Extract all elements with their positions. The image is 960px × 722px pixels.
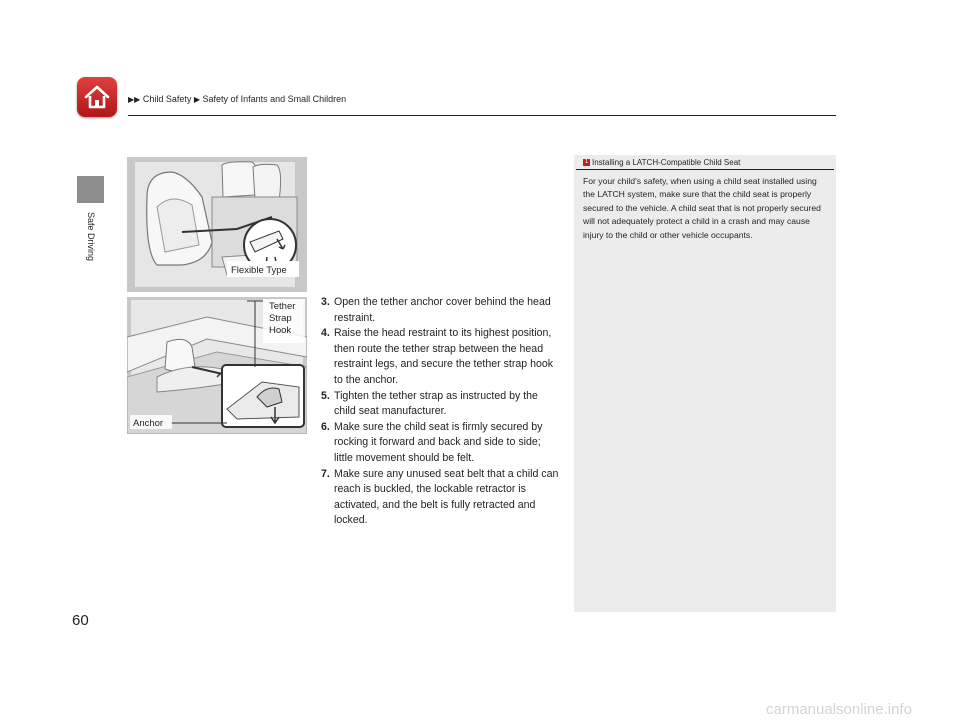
watermark: carmanualsonline.info [766,701,912,718]
section-label [84,212,98,272]
breadcrumb-link-child-safety[interactable]: Child Safety [142,94,192,104]
breadcrumb [128,94,346,104]
tether-strap-hook-label-line2: Strap [269,313,292,324]
step-text: Make sure any unused seat belt that a child can reach is buckled, the lockable retractor is activated, and the belt is fully retracted and locked. [334,467,559,527]
step-number: 3. [321,296,330,308]
home-button[interactable] [77,77,117,117]
step-item [321,326,561,388]
step-number: 7. [321,467,330,480]
note-marker-icon: 1 [584,159,589,166]
step-number: 6. [321,420,330,433]
breadcrumb-current: Safety of Infants and Small Children [202,94,347,104]
header-divider [128,115,836,116]
breadcrumb-arrow-icon: ▶ [193,95,201,104]
step-item [321,295,561,326]
tether-strap-hook-label-line3: Hook [269,325,292,336]
tether-anchor-illustration [127,297,307,434]
anchor-label: Anchor [133,418,164,429]
step-text: Tighten the tether strap as instructed by the child seat manufacturer. [334,389,538,418]
tether-strap-hook-label-line1: Tether [269,301,296,312]
step-text: Raise the head restraint to its highest position, then route the tether strap between the head restraint legs, and secure the tether strap hook to the anchor. [334,327,554,386]
step-item [321,389,561,420]
breadcrumb-arrow-icon: ▶▶ [128,95,141,104]
instruction-steps [321,295,561,529]
note-divider [576,169,834,170]
note-body: For your child’s safety, when using a child seat installed using the LATCH system, make sure that the child seat is properly secured to the vehicle. A child seat that is not properly secured will not adequately protect a child in a crash and may cause injury to the child or other vehicle occupants. [583,176,821,240]
section-tab-marker [77,176,104,203]
step-item [321,467,561,529]
step-number: 5. [321,389,330,402]
child-seat-illustration [127,157,307,292]
flexible-type-label: Flexible Type [231,265,287,276]
section-label-text: Safe Driving [86,212,96,262]
step-text: Open the tether anchor cover behind the head restraint. [334,296,551,324]
note-title-text: Installing a LATCH-Compatible Child Seat [592,158,741,167]
step-text: Make sure the child seat is firmly secured by rocking it forward and back and side to side; little movement should be felt. [334,420,543,464]
home-icon [83,83,111,111]
note-title[interactable] [583,158,740,167]
page-number: 60 [72,612,89,629]
step-number: 4. [321,327,330,340]
step-item [321,420,561,467]
